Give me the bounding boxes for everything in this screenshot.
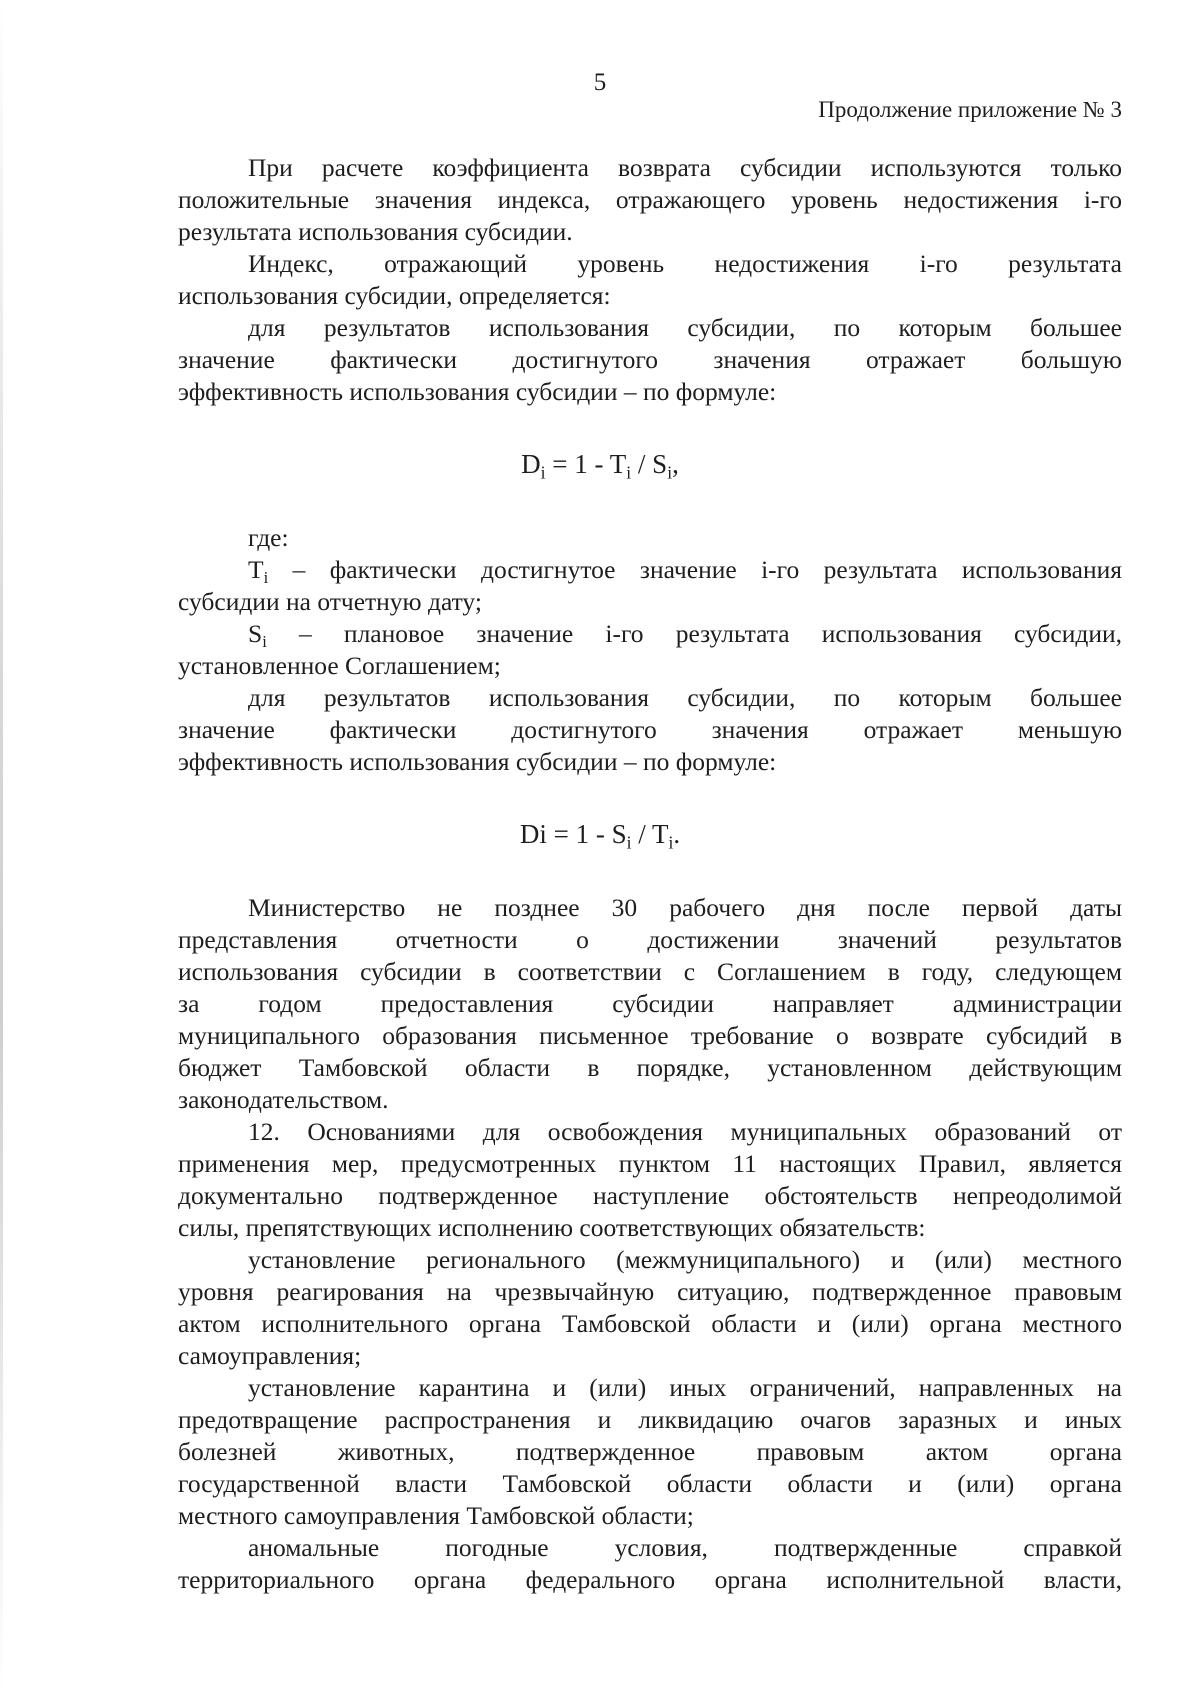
paragraph-8-line-3: болезней животных, подтвержденное правовым актом органа (178, 1437, 1122, 1466)
paragraph-5-line-7: законодательством. (178, 1085, 389, 1114)
paragraph-1-line-3: результата использования субсидии. (178, 217, 573, 246)
paragraph-5-line-2: представления отчетности о достижении значений результатов (178, 925, 1122, 954)
formula-inverse-part: Di = 1 - S (519, 819, 627, 849)
s-definition-line-1 (248, 618, 1122, 649)
paragraph-2-line-1: Индекс, отражающий уровень недостижения i-го результата (248, 249, 1122, 278)
paragraph-5-line-1: Министерство не позднее 30 рабочего дня после первой даты (248, 893, 1122, 922)
paragraph-9-line-2: территориального органа федерального органа исполнительной власти, (178, 1565, 1122, 1594)
s-definition-text: – плановое значение i-го результата использования субсидии, (266, 619, 1122, 648)
formula-direct (0, 448, 1200, 483)
paragraph-9-line-1: аномальные погодные условия, подтвержденные справкой (248, 1533, 1122, 1562)
paragraph-7-line-4: самоуправления; (178, 1341, 362, 1370)
formula-inverse-part: . (673, 819, 681, 849)
paragraph-7-line-3: актом исполнительного органа Тамбовской области и (или) органа местного (178, 1309, 1122, 1338)
where-label: где: (248, 523, 289, 552)
paragraph-3-line-1: для результатов использования субсидии, по которым большее (248, 313, 1122, 342)
paragraph-8-line-2: предотвращение распространения и ликвидацию очагов заразных и иных (178, 1405, 1122, 1434)
s-symbol: S (248, 619, 263, 648)
formula-inverse-subscript: i (668, 832, 674, 853)
paragraph-5-line-3: использования субсидии в соответствии с Соглашением в году, следующем (178, 957, 1122, 986)
appendix-continuation-note: Продолжение приложение № 3 (818, 97, 1122, 122)
formula-direct-subscript: i (667, 462, 673, 483)
paragraph-7-line-2: уровня реагирования на чрезвычайную ситуацию, подтвержденное правовым (178, 1277, 1122, 1306)
formula-direct-part: , (672, 449, 679, 479)
formula-direct-subscript: i (540, 462, 546, 483)
paragraph-6-line-4: силы, препятствующих исполнению соответствующих обязательств: (178, 1213, 926, 1242)
page-number: 5 (593, 69, 607, 96)
paragraph-2-line-2: использования субсидии, определяется: (178, 281, 611, 310)
formula-inverse-part: / T (631, 819, 669, 849)
paragraph-8-line-4: государственной власти Тамбовской области области и (или) органа (178, 1469, 1122, 1498)
paragraph-6-line-2: применения мер, предусмотренных пунктом 11 настоящих Правил, является (178, 1149, 1122, 1178)
formula-direct-part: = 1 - T (545, 449, 627, 479)
s-symbol-subscript: i (262, 631, 267, 651)
formula-inverse (0, 818, 1200, 853)
t-symbol: T (248, 555, 264, 584)
paragraph-5-line-6: бюджет Тамбовской области в порядке, установленном действующим (178, 1053, 1122, 1082)
t-symbol-subscript: i (263, 567, 269, 587)
paragraph-4-line-2: значение фактически достигнутого значения отражает меньшую (178, 715, 1122, 744)
t-definition-text: – фактически достигнутое значение i-го результата использования (268, 555, 1122, 584)
paragraph-6-line-3: документально подтвержденное наступление обстоятельств непреодолимой (178, 1181, 1122, 1210)
paragraph-4-line-1: для результатов использования субсидии, по которым большее (248, 683, 1122, 712)
paragraph-8-line-5: местного самоуправления Тамбовской области; (178, 1501, 694, 1530)
t-definition-line-1 (248, 554, 1122, 585)
paragraph-8-line-1: установление карантина и (или) иных ограничений, направленных на (248, 1373, 1122, 1402)
paragraph-5-line-4: за годом предоставления субсидии направляет администрации (178, 989, 1122, 1018)
formula-direct-subscript: i (626, 462, 632, 483)
paragraph-6-line-1: 12. Основаниями для освобождения муниципальных образований от (248, 1117, 1122, 1146)
paragraph-7-line-1: установление регионального (межмуниципального) и (или) местного (248, 1245, 1122, 1274)
paragraph-1-line-1: При расчете коэффициента возврата субсидии используются только (248, 153, 1122, 182)
paragraph-4-line-3: эффективность использования субсидии – по формуле: (178, 747, 777, 776)
paragraph-1-line-2: положительные значения индекса, отражающего уровень недостижения i-го (178, 185, 1122, 214)
t-definition-line-2: субсидии на отчетную дату; (178, 587, 482, 616)
formula-direct-part: D (521, 449, 541, 479)
paragraph-5-line-5: муниципального образования письменное требование о возврате субсидий в (178, 1021, 1122, 1050)
paragraph-3-line-2: значение фактически достигнутого значения отражает большую (178, 345, 1122, 374)
formula-direct-part: / S (631, 449, 668, 479)
s-definition-line-2: установленное Соглашением; (178, 651, 501, 680)
paragraph-3-line-3: эффективность использования субсидии – по формуле: (178, 377, 777, 406)
formula-inverse-subscript: i (626, 832, 632, 853)
